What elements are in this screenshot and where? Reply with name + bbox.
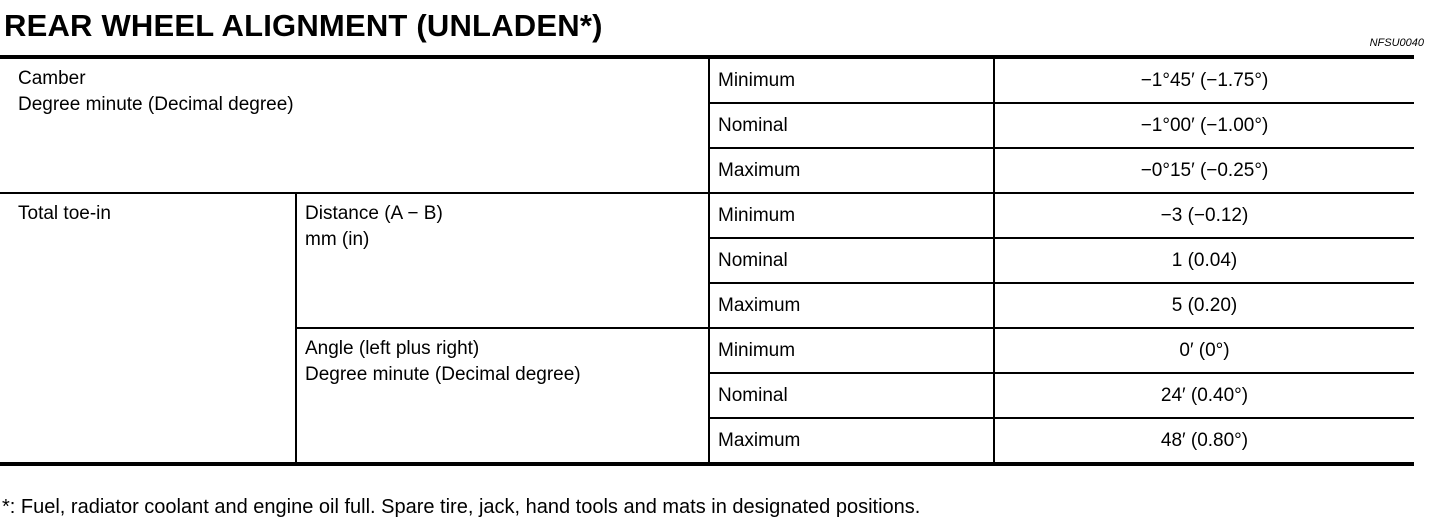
toe-angle-minimum-label: Minimum — [709, 328, 994, 373]
toe-angle-maximum-label: Maximum — [709, 418, 994, 464]
camber-nominal-label: Nominal — [709, 103, 994, 148]
toe-angle-label-cell — [296, 328, 709, 464]
table-row — [0, 193, 1414, 238]
toe-distance-nominal-label: Nominal — [709, 238, 994, 283]
toe-distance-label-cell — [296, 193, 709, 328]
toe-angle-nominal-label: Nominal — [709, 373, 994, 418]
camber-label: Camber — [18, 68, 86, 89]
toe-angle-label: Angle (left plus right) — [305, 338, 480, 359]
toe-distance-minimum-value: −3 (−0.12) — [994, 193, 1414, 238]
toe-distance-unit-label: mm (in) — [305, 229, 370, 250]
toe-angle-minimum-value: 0′ (0°) — [994, 328, 1414, 373]
table-row — [0, 57, 1414, 103]
toe-distance-maximum-value: 5 (0.20) — [994, 283, 1414, 328]
toe-distance-minimum-label: Minimum — [709, 193, 994, 238]
toe-distance-nominal-value: 1 (0.04) — [994, 238, 1414, 283]
toe-angle-unit-label: Degree minute (Decimal degree) — [305, 364, 581, 385]
camber-label-cell — [0, 57, 709, 193]
camber-nominal-value: −1°00′ (−1.00°) — [994, 103, 1414, 148]
toe-distance-label: Distance (A − B) — [305, 203, 443, 224]
page-title: REAR WHEEL ALIGNMENT (UNLADEN*) — [4, 8, 603, 43]
footnote: *: Fuel, radiator coolant and engine oil full. Spare tire, jack, hand tools and mats in designated positions. — [2, 496, 921, 518]
camber-minimum-value: −1°45′ (−1.75°) — [994, 57, 1414, 103]
camber-maximum-label: Maximum — [709, 148, 994, 193]
camber-maximum-value: −0°15′ (−0.25°) — [994, 148, 1414, 193]
camber-unit-label: Degree minute (Decimal degree) — [18, 94, 294, 115]
rear-wheel-alignment-table — [0, 55, 1414, 466]
document-code: NFSU0040 — [1369, 37, 1424, 49]
total-toe-in-label: Total toe-in — [0, 193, 296, 464]
camber-minimum-label: Minimum — [709, 57, 994, 103]
toe-distance-maximum-label: Maximum — [709, 283, 994, 328]
toe-angle-maximum-value: 48′ (0.80°) — [994, 418, 1414, 464]
toe-angle-nominal-value: 24′ (0.40°) — [994, 373, 1414, 418]
